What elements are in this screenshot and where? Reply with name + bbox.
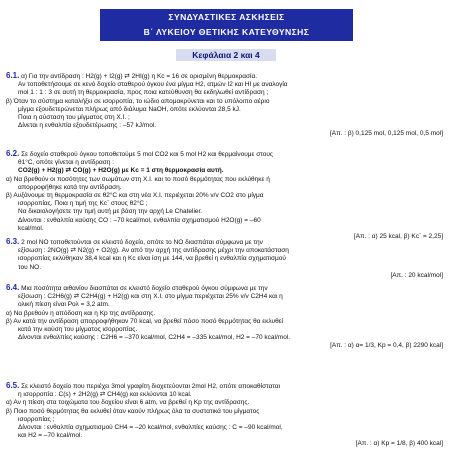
exercise-line: α) Αν η πίεση στα τοιχώματα του δοχείου είναι 6 atm, να βρεθεί η Kp της αντίδρασης. [6,399,250,407]
exercise-line: Δίνονται : ενθαλπία καύσης CO : –70 kcal/mol, ενθαλπία σχηματισμού H2O(g) = –60 [18,216,261,224]
exercise-6-5 [6,382,447,449]
exercise-line: ολική πίεση είναι Pολ = 3,2 atm. [18,301,110,309]
exercise-answer: [Απ. : α) Kp = 1/8, β) 400 kcal] [355,440,443,448]
exercise-6-3 [6,238,447,280]
exercise-line: του NO. [18,263,42,271]
chapter-label: Κεφάλαια 2 και 4 [176,49,276,61]
exercise-6-4 [6,284,447,351]
exercise-line: θ1°C, οπότε γίνεται η αντίδραση : [18,159,115,167]
exercise-line: kcal/mol. [18,224,44,232]
exercise-line: απορροφήθηκε κατά την αντίδραση. [18,183,122,191]
exercise-number: 6.1. [6,72,20,80]
exercise-line: Σε δοχείο σταθερού όγκου τοποθετούμε 5 mol CO2 και 5 mol H2 και θερμαίνουμε στους [21,151,274,158]
exercise-number: 6.3. [6,238,20,246]
exercise-line: Δίνονται ενθαλπίες καύσης : C2H6 = –370 kcal/mol, C2H4 = –335 kcal/mol, H2 = –70 kcal/mol. [18,334,291,342]
exercise-line: εξίσωση : C2H6(g) ⇄ C2H4(g) + H2(g) και στη Χ.Ι. στο μίγμα περιέχεται 25% v/v C2H4 και η [18,293,283,301]
exercise-line: ισορροπίας. Ποια η τιμή της Kc΄ στους θ2°C ; [18,200,148,208]
exercise-line: και H2 = –70 kcal/mol. [18,432,83,440]
exercise-line: Σε κλειστό δοχείο που περιέχει 3mol γραφίτη διοχετεύονται 2mol H2, οπότε αποκαθίσταται [21,383,281,390]
exercise-line: 2 mol NO τοποθετούνται σε κλειστό δοχείο, οπότε το NO διασπάται σύμφωνα με την [21,239,263,246]
exercise-line: β) Αυξάνουμε τη θερμοκρασία σε θ2°C και στη νέα Χ.Ι. περιέχεται 20% v/v CO2 στο μίγμα [6,192,264,200]
exercise-line: η ισορροπία : C(s) + 2H2(g) ⇄ CH4(g) και εκλύονται 10 kcal. [18,391,192,399]
exercise-line: α) Να βρεθούν η απόδοση και η Kp της αντίδρασης. [6,309,156,317]
title-line-2: Β΄ ΛΥΚΕΙΟΥ ΘΕΤΙΚΗΣ ΚΑΤΕΥΘΥΝΣΗΣ [143,27,310,37]
exercise-6-1 [6,72,447,139]
exercise-number: 6.2. [6,150,20,158]
exercise-number: 6.5. [6,382,20,390]
exercise-line: α) Για την αντίδραση : H2(g) + I2(g) ⇄ 2HI(g) η Kc = 16 σε ορισμένη θερμοκρασία. [21,73,258,80]
exercise-line: β) Όταν το σύστημα καταλήξει σε ισορροπία, το ιώδιο απομακρύνεται και το υπόλοιπο αέριο [6,97,270,105]
exercise-equation: CO2(g) + H2(g) ⇄ CO(g) + H2O(g) με Kc = 1 στη θερμοκρασία αυτή. [18,167,224,175]
exercise-number: 6.4. [6,284,20,292]
exercise-line: α) Να βρεθούν οι ποσότητες των σωμάτων στη Χ.Ι. και το ποσό θερμότητας που εκλύθηκε ή [6,175,270,183]
title-banner [100,9,353,41]
exercise-line: β) Ποιο ποσό θερμότητας θα εκλυθεί όταν καούν πλήρως όλα τα συστατικά του μίγματος [6,407,260,415]
exercise-line: Δίνεται η ενθαλπία εξουδετέρωσης : –57 kJ/mol. [18,122,157,130]
exercise-line: Μια ποσότητα αιθανίου διασπάται σε κλειστό δοχείο σταθερού όγκου σύμφωνα με την [21,285,268,292]
exercise-line: ισορροπίας ; [18,415,55,423]
exercise-line: κατά την καύση του μίγματος ισορροπίας. [18,326,138,334]
exercise-6-2 [6,150,447,241]
exercise-answer: [Απ. : α) α= 1/3, Kp = 0,4, β) 2290 kcal] [330,342,443,350]
exercise-answer: [Απ. : 20 kcal/mol] [390,271,443,279]
exercise-line: Ποια η σύσταση του μίγματος στη Χ.Ι. ; [18,114,130,122]
exercise-line: μίγμα εξουδετερώνεται πλήρως από διάλυμα NaOH, οπότε εκλύονται 28,5 kJ. [18,105,241,113]
exercise-line: β) Αν κατά την αντίδραση απορροφήθηκαν 70 kcal, να βρεθεί πόσο ποσό θερμότητας θα εκλυθεί [6,317,284,325]
title-line-1: ΣΥΝΔΥΑΣΤΙΚΕΣ ΑΣΚΗΣΕΙΣ [168,12,285,22]
exercise-answer: [Απ. : β) 0,125 mol, 0,125 mol, 0,5 mol] [330,130,443,138]
exercise-line: Αν τοποθετήσουμε σε κενό δοχείο σταθερού όγκου ένα μίγμα H2, ατμών I2 και HI με αναλογία [18,81,288,89]
exercise-line: εξίσωση : 2NO(g) ⇄ N2(g) + O2(g). Αν από την αρχή της αντίδρασης μέχρι την αποκατάσταση [18,247,289,255]
exercise-line: Δίνονται : ενθαλπία σχηματισμού CH4 = –20 kcal/mol, ενθαλπίες καύσης : C = –90 kcal/mol, [18,424,283,432]
exercise-answer: [Απ. : α) 25 kcal, β) Kc΄ = 2,25] [353,233,443,241]
exercise-line: ισορροπίας εκλύθηκαν 38,4 kcal και η Kc είναι ίση με 144, να βρεθεί η ενθαλπία σχηματισμού [18,255,286,263]
exercise-line: mol 1 : 1 : 3 σε αυτή τη θερμοκρασία, προς ποια κατεύθυνση θα εκδηλωθεί αντίδραση ; [18,89,269,97]
exercise-line: Να δικαιολογήσετε την τιμή αυτή με βάση την αρχή Le Chatelier. [18,208,203,216]
